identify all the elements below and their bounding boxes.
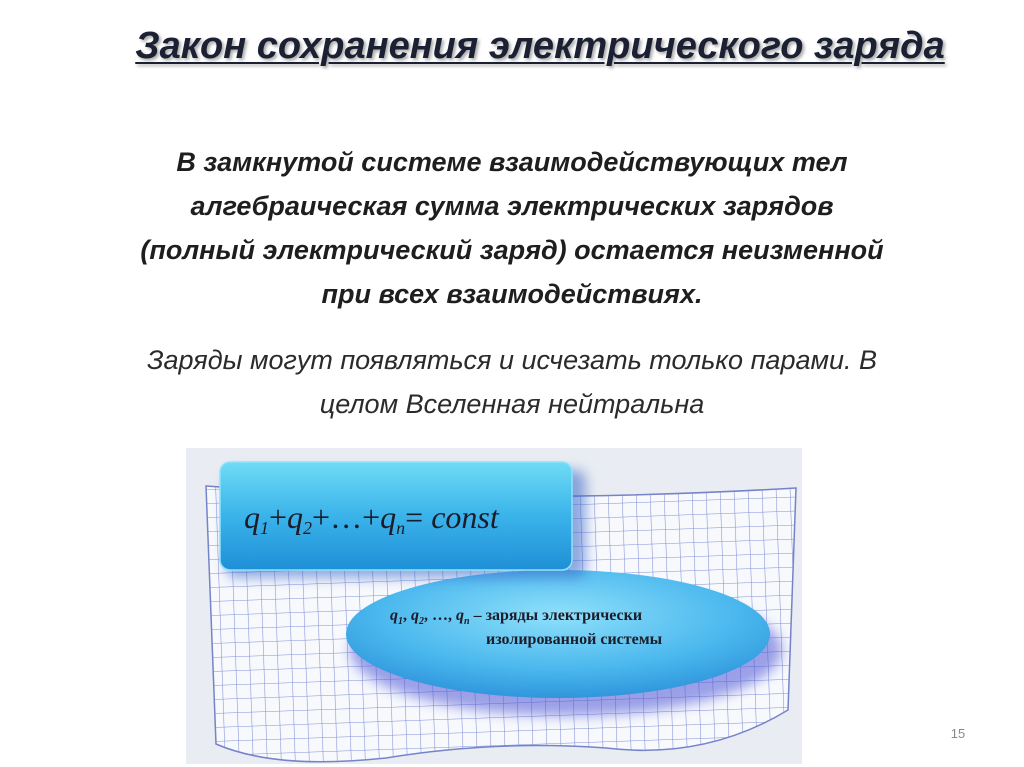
law-statement	[20, 140, 1004, 316]
note-line: целом Вселенная нейтральна	[319, 389, 705, 419]
statement-line: алгебраическая сумма электрических зарядов	[190, 191, 834, 221]
note-paragraph	[20, 338, 1004, 426]
caption-line-2: изолированной системы	[486, 631, 663, 648]
slide-title: Закон сохранения электрического заряда	[135, 25, 945, 67]
charge-conservation-figure	[186, 448, 802, 764]
statement-line: В замкнутой системе взаимодействующих тел	[176, 147, 848, 177]
statement-line: при всех взаимодействиях.	[321, 279, 703, 309]
figure-illustration	[186, 448, 802, 764]
page-number: 15	[950, 726, 966, 741]
formula-text: q1+q2+…+qn= const	[244, 499, 499, 538]
caption-line-1: $q_1$, $q_2$, …, $q_n$ – заряды электрически	[390, 607, 643, 627]
statement-line: (полный электрический заряд) остается неизменной	[140, 235, 884, 265]
note-line: Заряды могут появляться и исчезать только парами. В	[146, 345, 878, 375]
